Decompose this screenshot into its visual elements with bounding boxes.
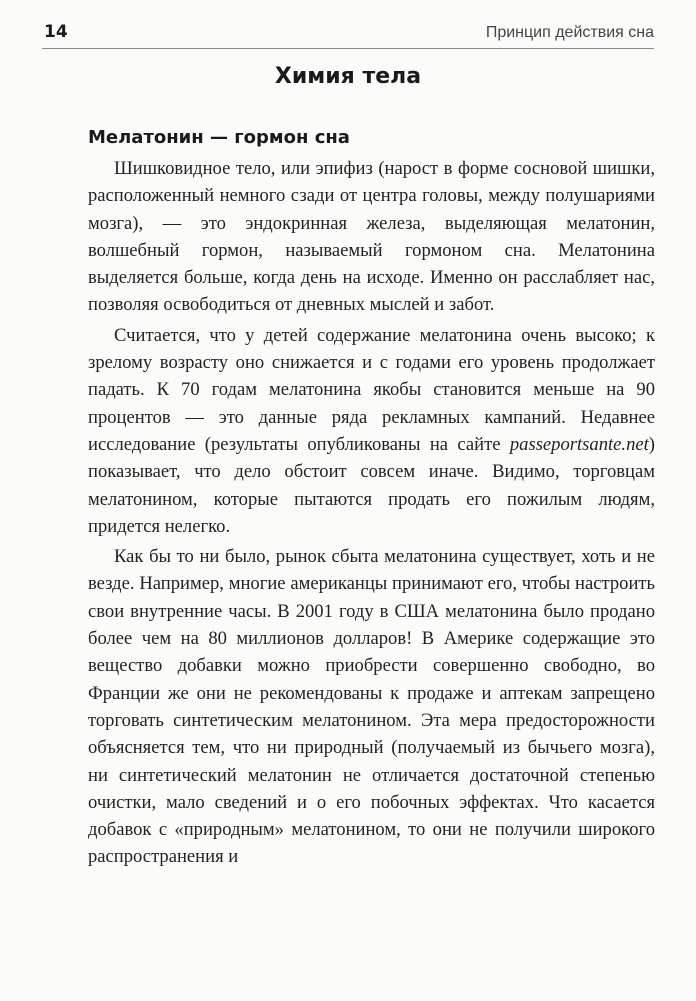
chapter-title: Химия тела <box>274 64 422 89</box>
paragraph-1: Шишковидное тело, или эпифиз (нарост в форме сосновой шишки, расположенный немного сзади от центра головы, между полушариями мозга), — это эндокринная железа, выделяющая мелатонин, волшебный гормон, называемый гормоном сна. Мелатонина выделяется больше, когда день на исходе. Именно он расслабляет нас, позволяя освободиться от дневных мыслей и забот. <box>88 158 655 316</box>
paragraph-3: Как бы то ни было, рынок сбыта мелатонина существует, хоть и не везде. Например, многие американцы принимают его, чтобы настроить свои внутренние часы. В 2001 году в США мелатонина было продано более чем на 80 миллионов долларов! В Америке содержащие это вещество добавки можно приобрести совершенно свободно, во Франции же они не рекомендованы к продаже и аптекам запрещено торговать синтетическим мелатонином. Эта мера предосторожности объясняется тем, что ни природный (получаемый из бычьего мозга), ни синтетический мелатонин не отличается достаточной степенью очистки, мало сведений и о его побочных эффектах. Что касается добавок с «природным» мелатонином, то они не получили широкого распространения и <box>88 546 655 868</box>
running-title: Принцип действия сна <box>485 24 654 41</box>
section-title: Мелатонин — гормон сна <box>88 127 350 148</box>
website-reference: passeportsante.net <box>509 433 649 455</box>
paragraph-2-text-before: Считается, что у детей содержание мелатонина очень высоко; к зрелому возрасту оно снижается и с годами его уровень продолжает падать. К 70 годам мелатонина якобы становится меньше на 90 процентов — это данные ряда рекламных кампаний. Недавнее исследование (результаты опубликованы на сайте <box>88 324 655 455</box>
paragraph-2-text-after: ) показывает, что дело обстоит совсем иначе. Видимо, торговцам мелатонином, которые пытаются продать его пожилым людям, придется нелегко. <box>88 433 655 537</box>
page-number: 14 <box>44 22 68 42</box>
paragraph-2 <box>88 322 655 540</box>
running-header <box>42 20 654 49</box>
body-text <box>88 155 655 871</box>
